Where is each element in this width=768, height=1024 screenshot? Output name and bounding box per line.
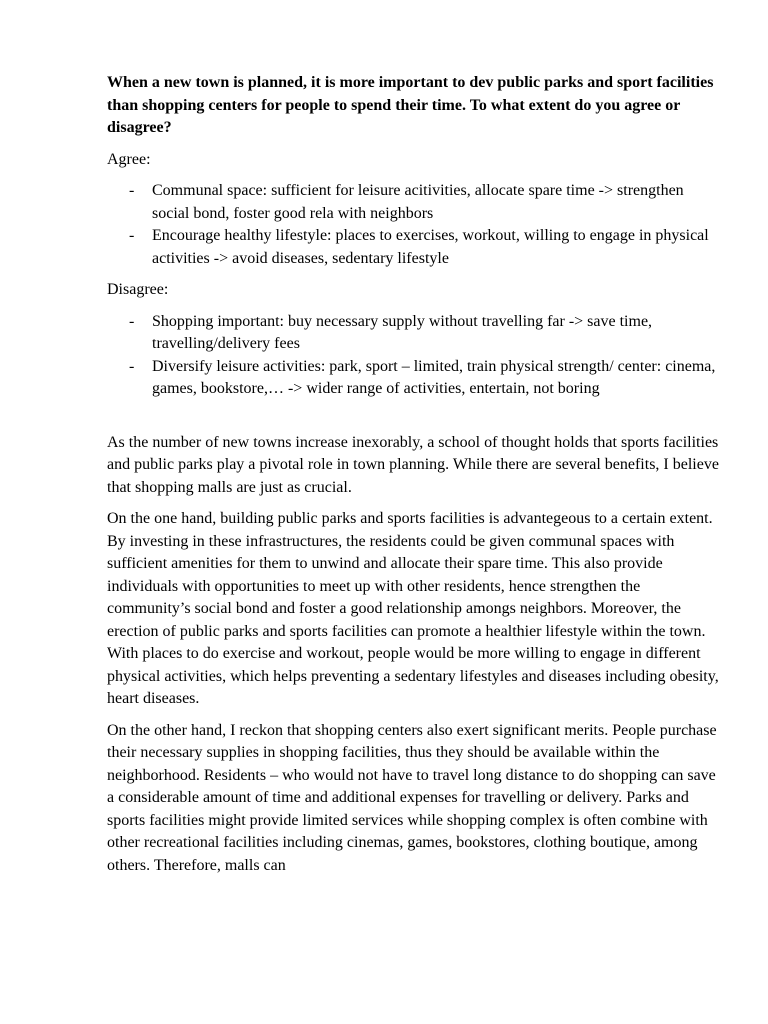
agree-label: Agree: bbox=[107, 150, 151, 168]
essay-body-paragraph-1: On the one hand, building public parks and sports facilities is advantegeous to a certain extent. By investing in these infrastructures, the residents could be given communal spaces with sufficient amenities for them to unwind and allocate their spare time. This also provide individuals with opportunities to meet up with other residents, hence strengthen the community’s social bond and foster a good relationship amongs neighbors. Moreover, the erection of public parks and sports facilities can promote a healthier lifestyle within the town. With places to do exercise and workout, people would be more willing to engage in different physical activities, which helps preventing a sedentary lifestyles and diseases including obesity, heart diseases. bbox=[107, 510, 719, 707]
bullet-marker: - bbox=[129, 312, 135, 330]
bullet-marker: - bbox=[129, 357, 135, 375]
essay-introduction: As the number of new towns increase inexorably, a school of thought holds that sports facilities and public parks play a pivotal role in town planning. While there are several benefits, I believe that shopping malls are just as crucial. bbox=[107, 433, 719, 496]
bullet-marker: - bbox=[129, 182, 135, 199]
list-item bbox=[107, 311, 719, 356]
essay-body-paragraph-2: On the other hand, I reckon that shopping centers also exert significant merits. People purchase their necessary supplies in shopping facilities, thus they should be available within the neighborhood. Residents – who would not have to travel long distance to do shopping can save a considerable amount of time and additional expenses for travelling or delivery. Parks and sports facilities might provide limited services while shopping complex is often combine with other recreational facilities including cinemas, games, bookstores, clothing boutique, among others. Therefore, malls can bbox=[107, 721, 717, 874]
essay-question: When a new town is planned, it is more important to dev public parks and sport facilities than shopping centers for people to spend their time. To what extent do you agree or disagree? bbox=[107, 74, 714, 136]
list-item-text: Diversify leisure activities: park, sport – limited, train physical strength/ center: cinema, games, bookstore,… -> wider range of activities, entertain, not boring bbox=[152, 357, 716, 397]
blank-line bbox=[107, 410, 719, 432]
list-item-text: Shopping important: buy necessary supply without travelling far -> save time, travelling/delivery fees bbox=[152, 312, 653, 352]
disagree-label: Disagree: bbox=[107, 281, 169, 298]
list-item-text: Encourage healthy lifestyle: places to exercises, workout, willing to engage in physical activities -> avoid diseases, sedentary lifestyle bbox=[152, 227, 709, 267]
bullet-marker: - bbox=[129, 227, 135, 244]
disagree-list bbox=[107, 311, 719, 401]
document-page bbox=[107, 72, 719, 886]
list-item bbox=[107, 225, 719, 270]
list-item-text: Communal space: sufficient for leisure acitivities, allocate spare time -> strengthen social bond, foster good rela with neighbors bbox=[152, 182, 684, 222]
list-item bbox=[107, 180, 719, 225]
list-item bbox=[107, 356, 719, 401]
agree-list bbox=[107, 180, 719, 270]
